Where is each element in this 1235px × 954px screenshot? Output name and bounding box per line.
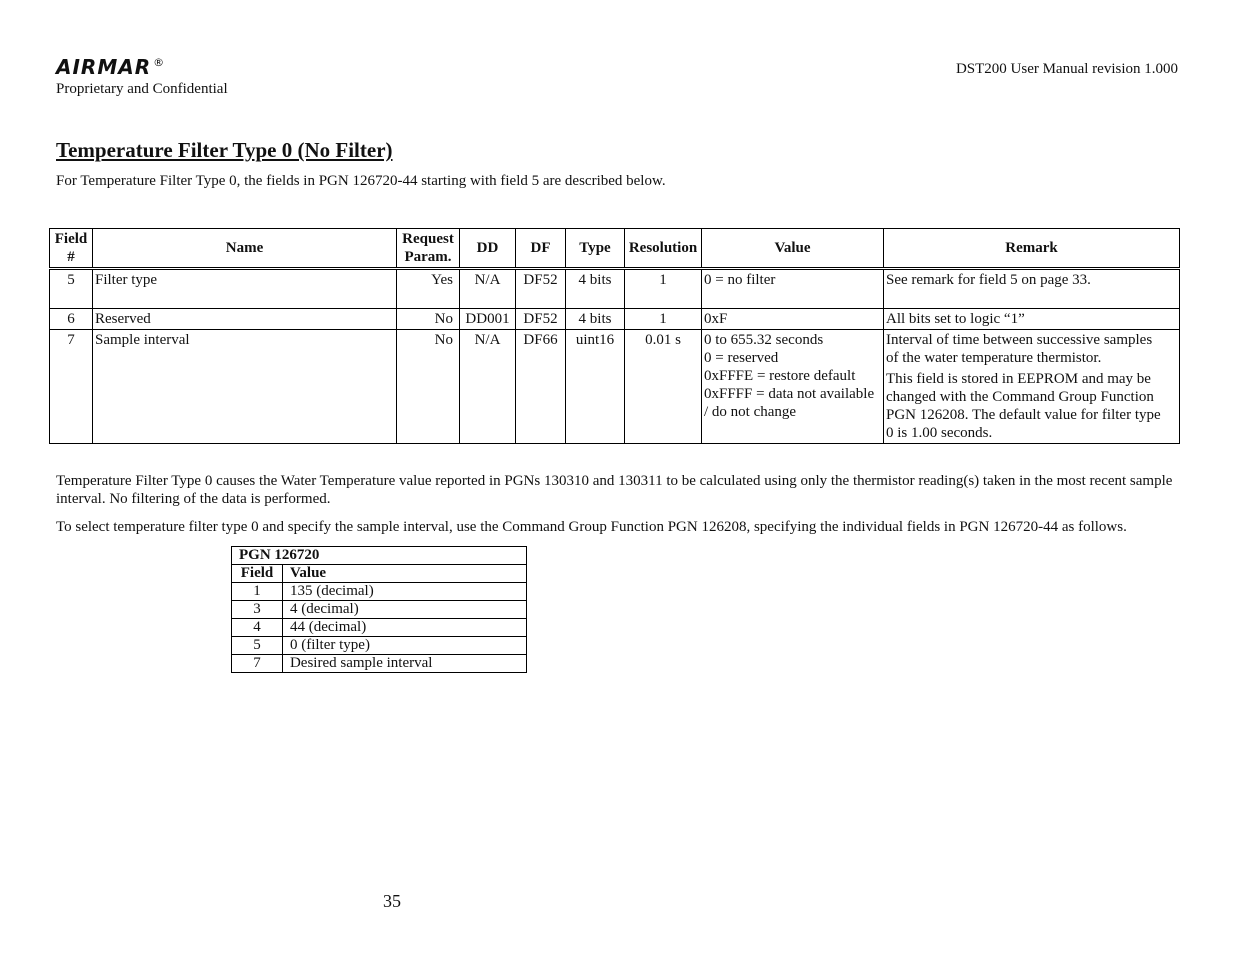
header-name: Name (93, 229, 397, 269)
description-paragraph: Temperature Filter Type 0 causes the Water Temperature value reported in PGNs 130310 and 130311 to be calculated using only the thermistor reading(s) taken in the most recent sample interval. No filtering of the data is performed. (56, 473, 1173, 507)
pgn-cell-value: 0 (filter type) (282, 637, 526, 655)
field-definition-table (49, 228, 1180, 444)
pgn-header-field: Field (232, 565, 283, 583)
table-row (50, 269, 1180, 309)
table-row (232, 637, 527, 655)
cell-type: 4 bits (566, 309, 625, 330)
cell-request: No (397, 330, 460, 444)
pgn-cell-value: Desired sample interval (282, 655, 526, 673)
pgn-cell-value: 4 (decimal) (282, 601, 526, 619)
header-resolution: Resolution (625, 229, 702, 269)
manual-revision: DST200 User Manual revision 1.000 (955, 61, 1178, 77)
cell-name: Reserved (93, 309, 397, 330)
pgn-cell-value: 44 (decimal) (282, 619, 526, 637)
table-row (232, 619, 527, 637)
airmar-logo: AIRMAR ® (56, 55, 166, 79)
pgn-cell-field: 7 (232, 655, 283, 673)
cell-remark: All bits set to logic “1” (884, 309, 1180, 330)
cell-df: DF66 (516, 330, 566, 444)
table-row (50, 330, 1180, 444)
cell-remark: Interval of time between successive samples of the water temperature thermistor. This field is stored in EEPROM and may be changed with the Command Group Function PGN 126208. The default value for filter type 0 is 1.00 seconds. (884, 330, 1180, 444)
table-row (232, 655, 527, 673)
pgn-field-table (231, 546, 527, 673)
cell-resolution: 1 (625, 269, 702, 309)
cell-remark: See remark for field 5 on page 33. (884, 269, 1180, 309)
pgn-table-title-row (232, 547, 527, 565)
pgn-cell-field: 5 (232, 637, 283, 655)
page-number: 35 (383, 891, 401, 911)
header-field: Field # (50, 229, 93, 269)
header-df: DF (516, 229, 566, 269)
table-row (232, 583, 527, 601)
table-row (50, 309, 1180, 330)
header-request-param: Request Param. (397, 229, 460, 269)
header-value: Value (702, 229, 884, 269)
cell-name: Sample interval (93, 330, 397, 444)
cell-field: 7 (50, 330, 93, 444)
table-header-row (50, 229, 1180, 269)
cell-request: Yes (397, 269, 460, 309)
pgn-cell-field: 1 (232, 583, 283, 601)
cell-field: 6 (50, 309, 93, 330)
registered-mark: ® (153, 56, 166, 70)
cell-request: No (397, 309, 460, 330)
instruction-paragraph: To select temperature filter type 0 and specify the sample interval, use the Command Group Function PGN 126208, specifying the individual fields in PGN 126720-44 as follows. (56, 519, 1127, 535)
header-dd: DD (460, 229, 516, 269)
pgn-cell-value: 135 (decimal) (282, 583, 526, 601)
cell-resolution: 0.01 s (625, 330, 702, 444)
cell-dd: N/A (460, 330, 516, 444)
pgn-cell-field: 3 (232, 601, 283, 619)
cell-value: 0xF (702, 309, 884, 330)
cell-value: 0 = no filter (702, 269, 884, 309)
pgn-cell-field: 4 (232, 619, 283, 637)
section-title: Temperature Filter Type 0 (No Filter) (56, 138, 393, 162)
pgn-header-value: Value (282, 565, 526, 583)
cell-type: uint16 (566, 330, 625, 444)
cell-df: DF52 (516, 269, 566, 309)
cell-name: Filter type (93, 269, 397, 309)
cell-dd: DD001 (460, 309, 516, 330)
confidential-note: Proprietary and Confidential (56, 81, 228, 97)
header-type: Type (566, 229, 625, 269)
cell-dd: N/A (460, 269, 516, 309)
cell-value: 0 to 655.32 seconds 0 = reserved 0xFFFE = restore default 0xFFFF = data not available / do not change (702, 330, 884, 444)
cell-field: 5 (50, 269, 93, 309)
cell-type: 4 bits (566, 269, 625, 309)
table-row (232, 601, 527, 619)
section-intro: For Temperature Filter Type 0, the fields in PGN 126720-44 starting with field 5 are described below. (56, 173, 666, 189)
header-remark: Remark (884, 229, 1180, 269)
pgn-table-header-row (232, 565, 527, 583)
cell-df: DF52 (516, 309, 566, 330)
pgn-table-title: PGN 126720 (232, 547, 527, 565)
cell-resolution: 1 (625, 309, 702, 330)
